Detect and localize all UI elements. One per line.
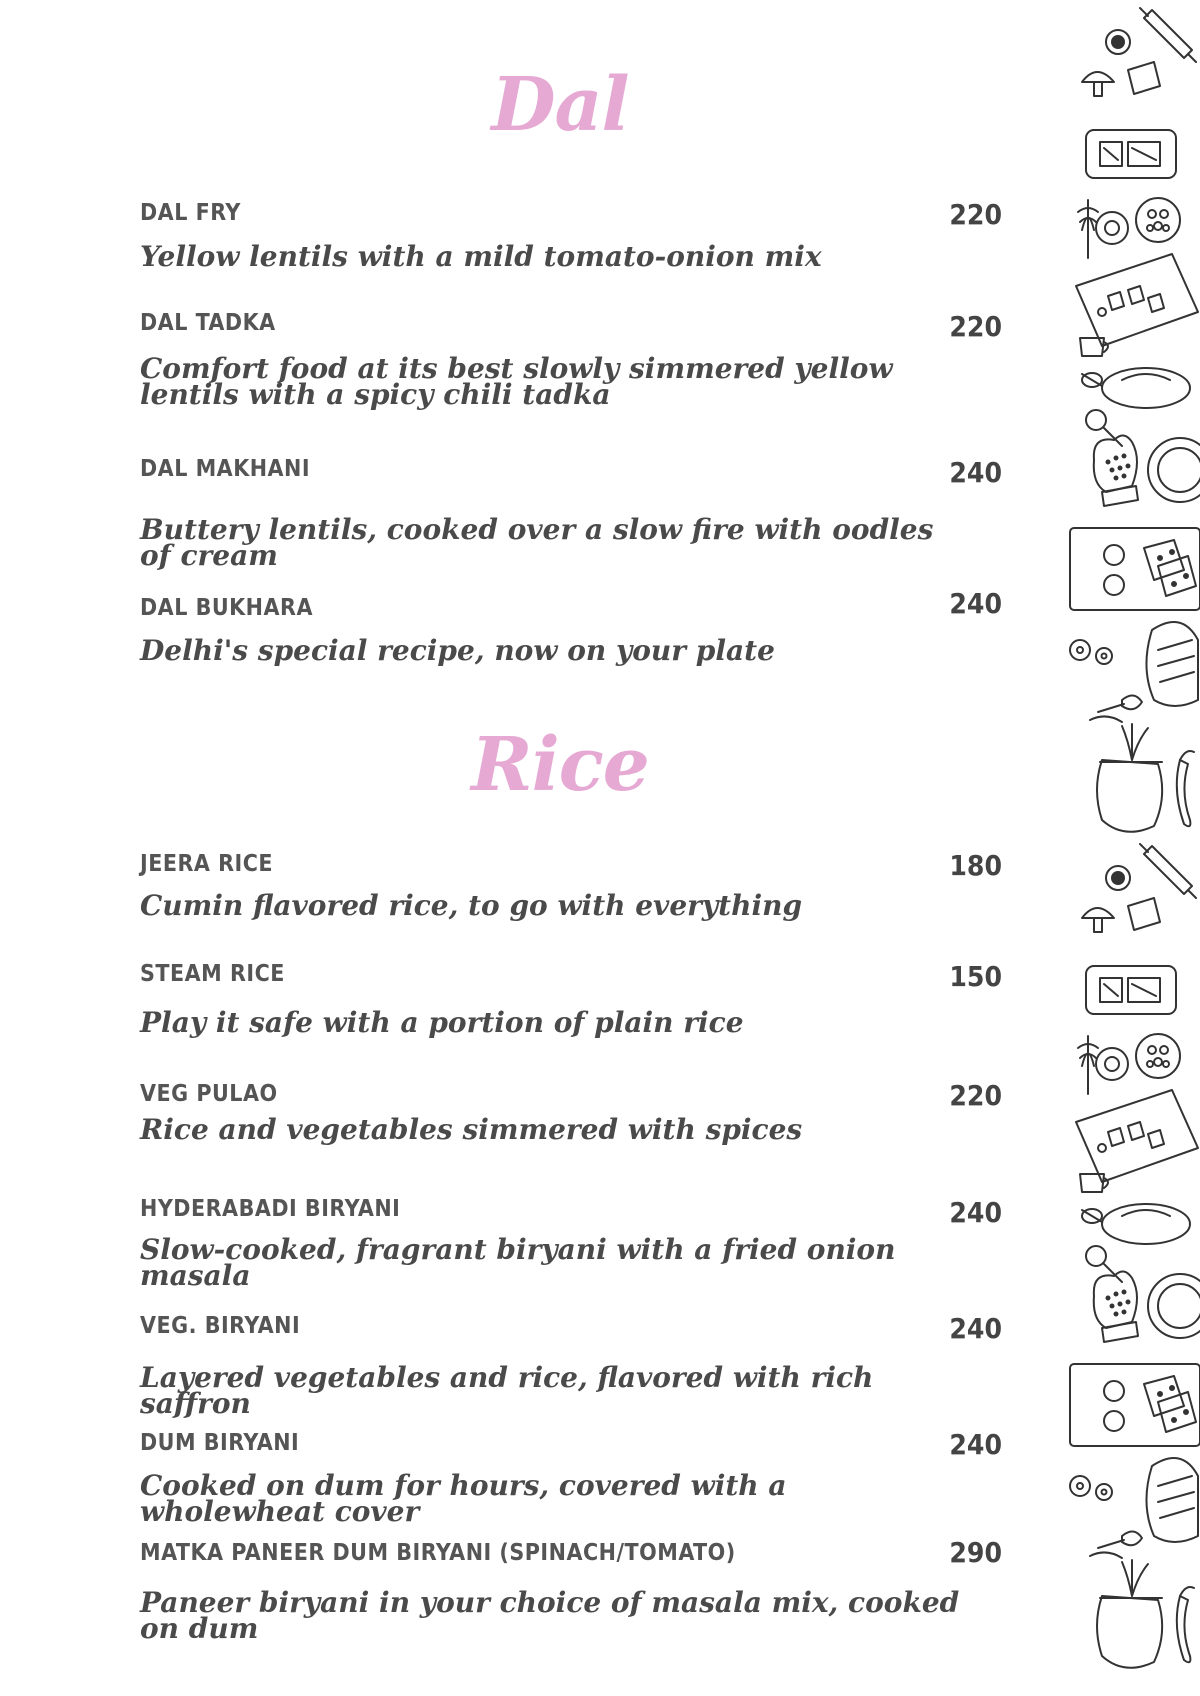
- item-name: MATKA PANEER DUM BIRYANI (SPINACH/TOMATO): [140, 1540, 736, 1566]
- item-name: JEERA RICE: [140, 851, 274, 877]
- item-price: 240: [949, 456, 1002, 489]
- item-price: 240: [949, 1428, 1002, 1461]
- section-title-dal: Dal: [491, 62, 629, 148]
- item-price: 180: [949, 849, 1002, 882]
- item-price: 220: [949, 198, 1002, 231]
- item-description: Rice and vegetables simmered with spices: [140, 1113, 803, 1146]
- item-name: DUM BIRYANI: [140, 1430, 300, 1456]
- item-name: HYDERABADI BIRYANI: [140, 1196, 401, 1222]
- item-description: Cumin flavored rice, to go with everything: [140, 889, 803, 922]
- item-name: VEG PULAO: [140, 1081, 278, 1107]
- item-description: Comfort food at its best slowly simmered yellow lentils with a spicy chili tadka: [140, 352, 893, 411]
- item-name: DAL BUKHARA: [140, 595, 313, 621]
- item-description: Delhi's special recipe, now on your plate: [140, 634, 775, 667]
- item-price: 220: [949, 310, 1002, 343]
- item-name: DAL FRY: [140, 200, 241, 226]
- item-price: 240: [949, 1312, 1002, 1345]
- item-name: VEG. BIRYANI: [140, 1313, 301, 1339]
- item-description: Yellow lentils with a mild tomato-onion mix: [140, 240, 822, 273]
- item-description: Layered vegetables and rice, flavored with rich saffron: [140, 1361, 874, 1420]
- kitchen-sketch-border-icon: [1062, 0, 1200, 1696]
- item-description: Play it safe with a portion of plain rice: [140, 1006, 744, 1039]
- item-price: 290: [949, 1536, 1002, 1569]
- item-description: Buttery lentils, cooked over a slow fire with oodles of cream: [140, 513, 934, 572]
- item-price: 220: [949, 1079, 1002, 1112]
- item-name: DAL MAKHANI: [140, 456, 311, 482]
- section-title-rice: Rice: [471, 722, 649, 808]
- item-description: Slow-cooked, fragrant biryani with a fried onion masala: [140, 1233, 896, 1292]
- item-name: STEAM RICE: [140, 961, 285, 987]
- item-description: Paneer biryani in your choice of masala mix, cooked on dum: [140, 1586, 960, 1645]
- item-price: 240: [949, 587, 1002, 620]
- item-price: 240: [949, 1196, 1002, 1229]
- item-price: 150: [949, 960, 1002, 993]
- item-name: DAL TADKA: [140, 310, 276, 336]
- item-description: Cooked on dum for hours, covered with a wholewheat cover: [140, 1469, 787, 1528]
